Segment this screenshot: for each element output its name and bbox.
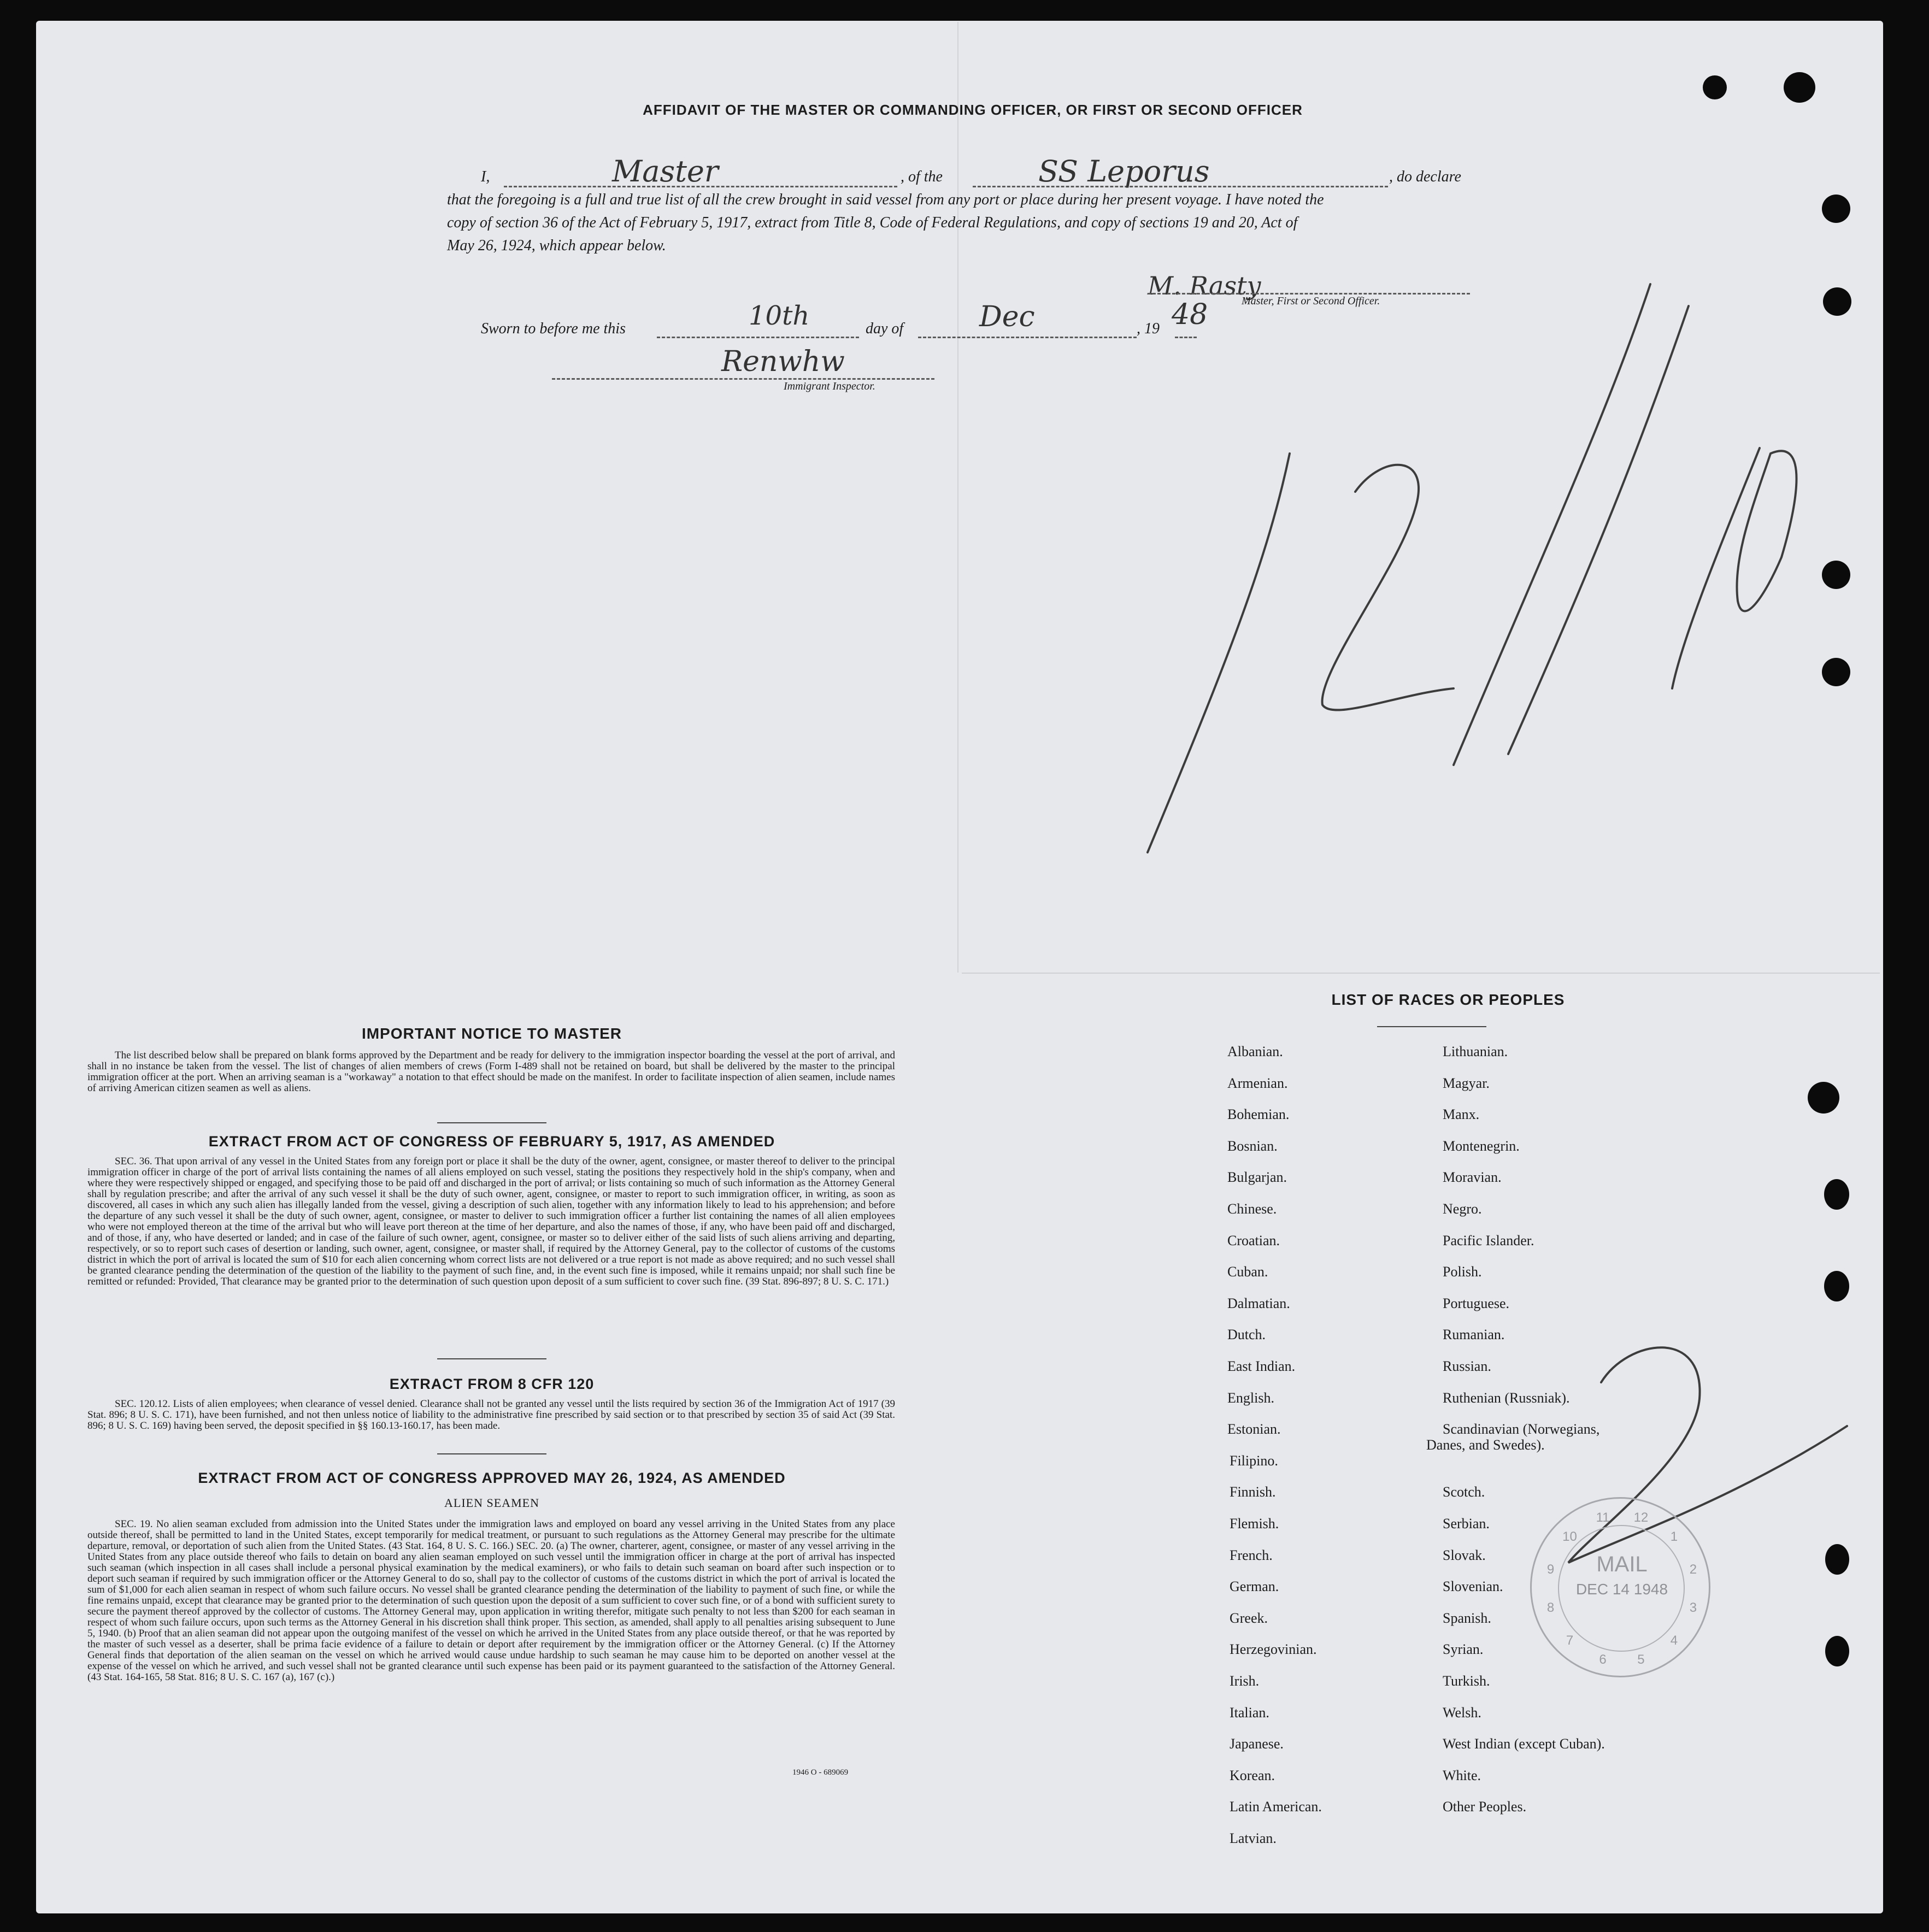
extract-1924-title: EXTRACT FROM ACT OF CONGRESS APPROVED MAY 26, 1924, AS AMENDED (198, 1470, 786, 1486)
race-item: Rumanian. (1443, 1327, 1505, 1343)
section-divider (437, 1122, 546, 1123)
race-item: Bulgarjan. (1227, 1169, 1287, 1186)
extract-1917-text: SEC. 36. That upon arrival of any vessel in the United States from any foreign port or place it shall be the duty of the owner, agent, consignee, or master thereof to deliver to the principal immigration officer in charge of the port of arrival lists containing the names of all aliens employed on such vessel, stating the positions they respectively hold in the ship's company, when and where they were respectively shipped or engaged, and specifying those to be paid off and discharged in the port of arrival; or lists containing so much of such information as the Attorney General shall by regulation prescribe; and after the arrival of any such vessel it shall be the duty of such owner, agent, consignee, or master to report to such immigration officer, in writing, as soon as discovered, all cases in which any such alien has illegally landed from the vessel, giving a description of such alien, together with any information likely to lead to his apprehension; and before the departure of any such vessel it shall be the duty of such owner, agent, consignee, or master to deliver to such immigration officer a further list containing the names of all alien employees who were not employed thereon at the time of the arrival but who will leave port thereon at the time of her departure, and also the names of those, if any, who have been paid off and discharged, and of those, if any, who have deserted or landed; and in case of the failure of such owner, agent, consignee, or master so to deliver either of the said lists of such aliens arriving and departing, respectively, or so to report such cases of desertion or landing, such owner, agent, consignee, or master shall, if required by the Attorney General, pay to the collector of customs of the customs district in which the port of arrival is located the sum of $10 for each alien concerning whom correct lists are not delivered or a true report is not made as above required; and no such vessel shall be granted clearance pending the determination of the question of the liability to the payment of such fine, and, in the event such fine is imposed, while it remains unpaid; nor shall such fine be remitted or refunded: Provided, That clearance may be granted prior to the determination of such question upon deposit of a sum sufficient to cover such fine. (39 Stat. 896-897; 8 U. S. C. 171.) (87, 1156, 895, 1287)
race-item: Syrian. (1443, 1641, 1484, 1658)
notice-text: The list described below shall be prepared on blank forms approved by the Department and be ready for delivery to the immigration inspector boarding the vessel at the port of arrival, and shall in no instance be taken from the vessel. The list of changes of alien members of crews (Form I-489 shall not be retained on board, but shall be delivered by the master to the principal immigration officer at the port. When an arriving seaman is a "workaway" a notation to that effect should be made on the manifest. In order to facilitate inspection of alien seamen, include names of arriving American citizen seamen as well as aliens. (87, 1050, 895, 1094)
notice-title: IMPORTANT NOTICE TO MASTER (361, 1025, 622, 1042)
race-item: Bosnian. (1227, 1138, 1278, 1154)
race-item: Portuguese. (1443, 1295, 1510, 1311)
race-item: Japanese. (1230, 1736, 1284, 1752)
race-item: East Indian. (1227, 1358, 1296, 1374)
race-item: French. (1230, 1547, 1273, 1563)
of-the-label: , of the (901, 168, 943, 185)
vessel-name-value: SS Leporus (1038, 154, 1210, 189)
race-item: Pacific Islander. (1443, 1232, 1534, 1248)
race-item: Herzegovinian. (1230, 1641, 1317, 1658)
stamp-ring-number: 3 (1689, 1600, 1697, 1615)
month-value: Dec (979, 301, 1035, 333)
race-item-continuation: Danes, and Swedes). (1426, 1437, 1545, 1453)
race-item: Latin American. (1230, 1799, 1322, 1815)
day-value: 10th (749, 301, 810, 331)
races-title: LIST OF RACES OR PEOPLES (1331, 991, 1565, 1008)
officer-signature: M. Rasty (1148, 271, 1261, 301)
race-item: Montenegrin. (1443, 1138, 1520, 1154)
race-item: Ruthenian (Russniak). (1443, 1389, 1570, 1406)
extract-1924-subtitle: ALIEN SEAMEN (444, 1496, 539, 1510)
race-item: Other Peoples. (1443, 1799, 1527, 1815)
race-item: Italian. (1230, 1704, 1269, 1721)
mail-stamp-date: DEC 14 1948 (1575, 1581, 1668, 1598)
race-item: Greek. (1230, 1610, 1268, 1626)
stamp-ring-number: 11 (1596, 1510, 1610, 1525)
race-item: Latvian. (1230, 1830, 1277, 1846)
race-item: Albanian. (1227, 1044, 1283, 1059)
day-line (657, 337, 859, 338)
stamp-ring-number: 5 (1637, 1652, 1645, 1668)
stamp-ring-number: 8 (1546, 1600, 1555, 1615)
affidavit-body-line: that the foregoing is a full and true list of all the crew brought in said vessel from any port or place during her present voyage. I have noted the (447, 191, 1324, 208)
affidavit-i-label: I, (481, 168, 490, 185)
extract-1917-title: EXTRACT FROM ACT OF CONGRESS OF FEBRUARY 5, 1917, AS AMENDED (208, 1133, 775, 1150)
race-item: Welsh. (1443, 1704, 1481, 1721)
race-item: Magyar. (1443, 1075, 1490, 1091)
punch-hole (1808, 1082, 1839, 1114)
inspector-caption: Immigrant Inspector. (784, 380, 875, 392)
races-title-underline (1377, 1026, 1486, 1027)
race-item: Dutch. (1227, 1327, 1266, 1343)
extract-cfr-text: SEC. 120.12. Lists of alien employees; when clearance of vessel denied. Clearance shall not be granted any vessel until the lists required by section 36 of the Immigration Act of 1917 (39 Stat. 896; 8 U. S. C. 171), have been furnished, and not then unless notice of liability to the administrative fine prescribed by said section or to that prescribed by section 35 of said Act (39 Stat. 896; 8 U. S. C. 169) having been served, the deposit specified in §§ 160.13-160.17, has been made. (87, 1398, 895, 1432)
stamp-ring-number: 7 (1566, 1633, 1574, 1648)
stamp-ring-number: 6 (1599, 1652, 1607, 1668)
race-item: Filipino. (1230, 1452, 1278, 1469)
race-item: English. (1227, 1389, 1274, 1406)
affidavit-body-line: May 26, 1924, which appear below. (447, 237, 666, 254)
extract-1924-text: SEC. 19. No alien seaman excluded from admission into the United States under the immigration laws and employed on board any vessel arriving in the United States from any place outside thereof, shall be permitted to land in the United States, except temporarily for medical treatment, or pursuant to such regulations as the Attorney General may prescribe for the ultimate departure, removal, or deportation of such alien from the United States. (43 Stat. 164, 8 U. S. C. 166.) SEC. 20. (a) The owner, charterer, agent, consignee, or master of any vessel arriving in the United States from any place outside thereof who fails to detain on board any alien seaman employed on such vessel until the immigration officer in charge at the port of arrival has inspected such seaman (which inspection in all cases shall include a personal physical examination by the medical examiners), or who fails to detain such seaman on board after such inspection or to deport such seaman if required by such immigration officer or the Attorney General to do so, shall pay to the collector of customs of the customs district in which the port of arrival is located the sum of $1,000 for each alien seaman in respect of whom such failure occurs. No vessel shall be granted clearance pending the determination of the liability to payment of such fine, or while the fine remains unpaid, except that clearance may be granted prior to the determination of such question upon the deposit of a sum sufficient to cover such fine, or of a bond with sufficient surety to secure the payment thereof approved by the collector of customs. The Attorney General may, upon application in writing therefor, mitigate such penalty to not less than $200 for each seaman in respect of whom such failure occurs, upon such terms as the Attorney General in his discretion shall think proper. This section, as amended, shall apply to all penalties arising subsequent to June 5, 1940. (b) Proof that an alien seaman did not appear upon the outgoing manifest of the vessel on which he arrived in the United States from any place outside thereof, or that he was reported by the master of such vessel as a deserter, shall be prima facie evidence of a failure to detain or deport after requirement by the immigration officer or the Attorney General. (c) If the Attorney General finds that deportation of the alien seaman on the vessel on which he arrived would cause undue hardship to such seaman he may cause him to be deported on another vessel at the expense of the vessel on which he arrived, and such vessel shall not be granted clearance until such expense has been paid or its payment guaranteed to the satisfaction of the Attorney General. (43 Stat. 164-165, 58 Stat. 816; 8 U. S. C. 167 (a), 167 (c).) (87, 1518, 895, 1683)
officer-caption: Master, First or Second Officer. (1242, 295, 1380, 307)
race-item: Polish. (1443, 1264, 1482, 1280)
handwritten-date-mark (1126, 273, 1836, 858)
race-item: Russian. (1443, 1358, 1491, 1374)
race-item: Korean. (1230, 1767, 1275, 1783)
day-label: day of (866, 320, 904, 337)
inspector-signature: Renwhw (721, 345, 845, 378)
race-item: Scotch. (1443, 1484, 1485, 1500)
race-item: Scandinavian (Norwegians, (1443, 1421, 1600, 1438)
race-item: Manx. (1443, 1106, 1480, 1123)
fold-line-horizontal (962, 973, 1880, 974)
punch-hole (1703, 75, 1727, 99)
stamp-ring-number: 10 (1562, 1529, 1577, 1544)
print-code: 1946 O - 689069 (792, 1768, 849, 1777)
stamp-ring-number: 9 (1546, 1562, 1555, 1577)
fold-line-vertical (957, 22, 958, 973)
race-item: White. (1443, 1767, 1481, 1783)
month-line (918, 337, 1137, 338)
punch-hole (1824, 1271, 1849, 1301)
punch-hole (1822, 195, 1850, 223)
race-item: Armenian. (1227, 1075, 1288, 1091)
race-item: Lithuanian. (1443, 1044, 1508, 1059)
affidavit-body-line: copy of section 36 of the Act of February 5, 1917, extract from Title 8, Code of Federal Regulations, and copy of sections 19 and 20, Act of (447, 214, 1298, 231)
race-item: Bohemian. (1227, 1106, 1290, 1123)
race-item: Irish. (1230, 1673, 1260, 1689)
section-divider (437, 1453, 546, 1454)
race-item: Slovenian. (1443, 1578, 1503, 1595)
race-item: West Indian (except Cuban). (1443, 1736, 1605, 1752)
declare-label: , do declare (1389, 168, 1461, 185)
section-divider (437, 1358, 546, 1359)
race-item: Cuban. (1227, 1264, 1268, 1280)
stamp-ring-number: 2 (1689, 1562, 1697, 1577)
affidavit-title: AFFIDAVIT OF THE MASTER OR COMMANDING OFFICER, OR FIRST OR SECOND OFFICER (643, 102, 1303, 118)
race-item: Serbian. (1443, 1516, 1490, 1532)
race-item: Spanish. (1443, 1610, 1491, 1626)
stamp-ring-number: 4 (1670, 1633, 1678, 1648)
punch-hole (1825, 1636, 1849, 1666)
sworn-label: Sworn to before me this (481, 320, 626, 337)
punch-hole (1824, 1179, 1849, 1210)
race-item: Croatian. (1227, 1232, 1280, 1248)
race-item: German. (1230, 1578, 1279, 1595)
race-item: Finnish. (1230, 1484, 1276, 1500)
inspector-signature-line (552, 378, 934, 380)
race-item: Flemish. (1230, 1516, 1279, 1532)
master-name-value: Master (612, 154, 719, 189)
punch-hole (1784, 72, 1815, 103)
race-item: Negro. (1443, 1201, 1482, 1217)
race-item: Dalmatian. (1227, 1295, 1290, 1311)
race-item: Turkish. (1443, 1673, 1490, 1689)
year-prefix: , 19 (1137, 320, 1160, 337)
mail-stamp (1530, 1497, 1710, 1677)
race-item: Moravian. (1443, 1169, 1502, 1186)
race-item: Slovak. (1443, 1547, 1486, 1563)
race-item: Chinese. (1227, 1201, 1277, 1217)
stamp-ring-number: 1 (1670, 1529, 1678, 1544)
race-item: Estonian. (1227, 1421, 1281, 1438)
mail-stamp-text: MAIL (1596, 1552, 1648, 1576)
extract-cfr-title: EXTRACT FROM 8 CFR 120 (389, 1376, 595, 1392)
stamp-ring-number: 12 (1633, 1510, 1649, 1525)
year-value: 48 (1172, 298, 1208, 331)
